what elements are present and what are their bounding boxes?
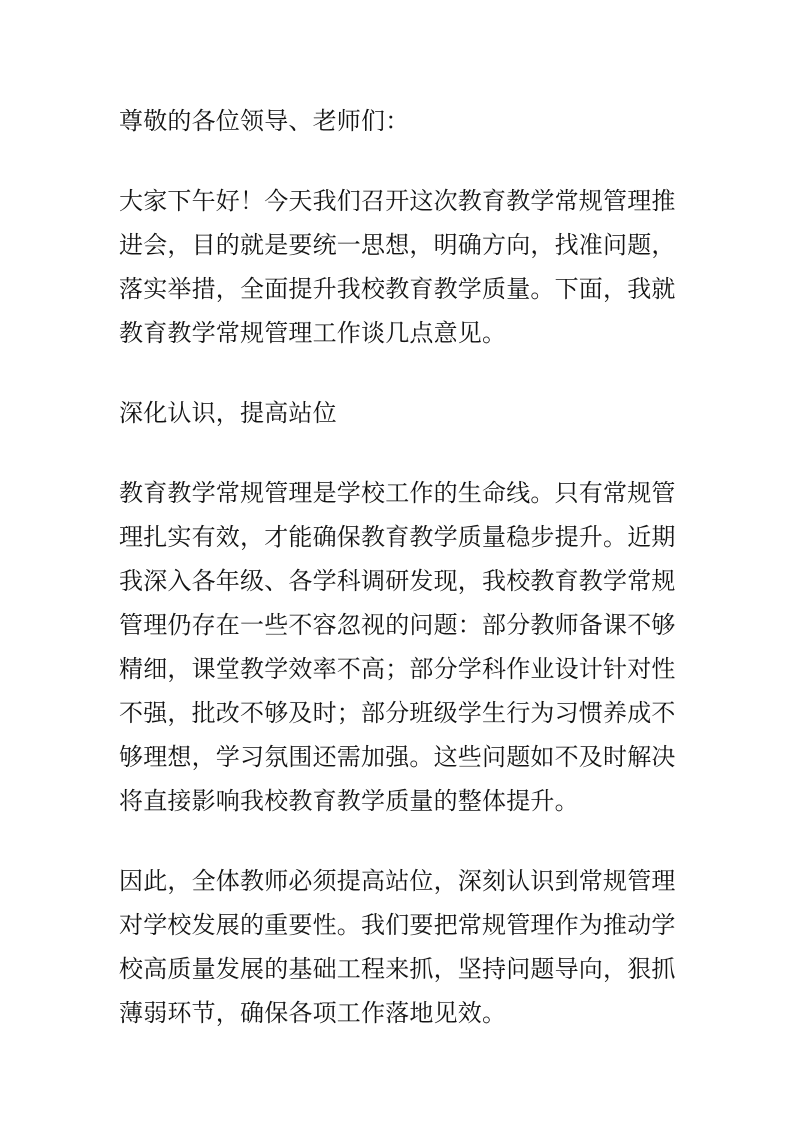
opening-paragraph: 大家下午好！今天我们召开这次教育教学常规管理推进会，目的就是要统一思想，明确方向，找准问题，落实举措，全面提升我校教育教学质量。下面，我就教育教学常规管理工作谈几点意见。 <box>119 188 676 347</box>
document-body <box>119 100 679 1036</box>
salutation-line: 尊敬的各位领导、老师们： <box>119 108 410 135</box>
body-paragraph-problems: 教育教学常规管理是学校工作的生命线。只有常规管理扎实有效，才能确保教育教学质量稳步提升。近期我深入各年级、各学科调研发现，我校教育教学常规管理仍存在一些不容忽视的问题：部分教师备课不够精细，课堂教学效率不高；部分学科作业设计针对性不强，批改不够及时；部分班级学生行为习惯养成不够理想，学习氛围还需加强。这些问题如不及时解决将直接影响我校教育教学质量的整体提升。 <box>119 480 676 815</box>
body-paragraph-conclusion: 因此，全体教师必须提高站位，深刻认识到常规管理对学校发展的重要性。我们要把常规管理作为推动学校高质量发展的基础工程来抓，坚持问题导向，狠抓薄弱环节，确保各项工作落地见效。 <box>119 868 676 1027</box>
section-heading: 深化认识，提高站位 <box>119 400 337 427</box>
